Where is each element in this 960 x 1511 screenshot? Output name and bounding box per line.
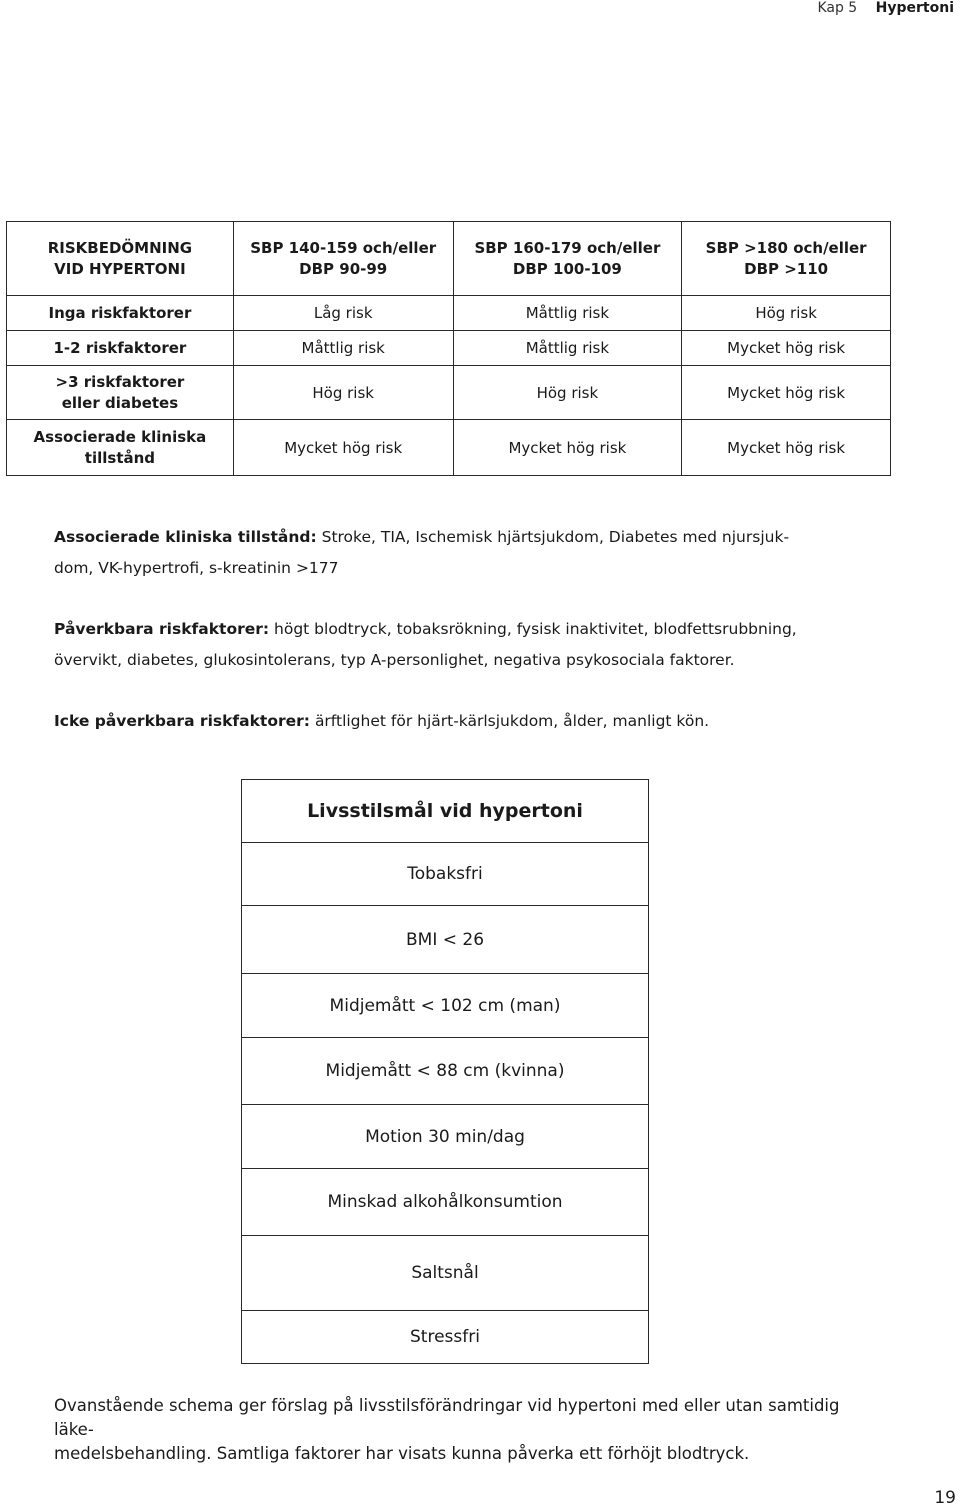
modifiable-factors-paragraph: Påverkbara riskfaktorer: högt blodtryck, tobaksrökning, fysisk inaktivitet, blodfettsrubbning, övervikt, diabetes, glukosintolerans, typ A-personlighet, negativa psykosociala faktorer. (54, 620, 797, 669)
risk-cell: Låg risk (233, 296, 453, 331)
row-label: >3 riskfaktorer eller diabetes (7, 366, 234, 420)
lifestyle-goals-table (241, 779, 649, 1364)
footer-note: Ovanstående schema ger förslag på livsstilsförändringar vid hypertoni med eller utan samtidig läke- medelsbehandling. Samtliga faktorer har visats kunna påverka ett förhöjt blodtryck. (54, 1396, 840, 1463)
goal-item: Motion 30 min/dag (242, 1105, 649, 1169)
risk-cell: Mycket hög risk (453, 420, 682, 476)
row-label: Inga riskfaktorer (7, 296, 234, 331)
table-row (7, 366, 891, 420)
paragraph-lead: Påverkbara riskfaktorer: (54, 620, 270, 638)
table-row (7, 296, 891, 331)
row-label: 1-2 riskfaktorer (7, 331, 234, 366)
row-label: Associerade kliniska tillstånd (7, 420, 234, 476)
goal-item: Minskad alkohålkonsumtion (242, 1169, 649, 1236)
associated-conditions-paragraph: Associerade kliniska tillstånd: Stroke, TIA, Ischemisk hjärtsjukdom, Diabetes med njursjuk- dom, VK-hypertrofi, s-kreatinin >177 (54, 528, 790, 577)
table-row (7, 420, 891, 476)
column-header: SBP 160-179 och/eller DBP 100-109 (453, 222, 682, 296)
chapter-label: Kap 5 (817, 0, 858, 16)
risk-cell: Hög risk (453, 366, 682, 420)
paragraph-lead: Icke påverkbara riskfaktorer: (54, 712, 310, 730)
goal-item: Saltsnål (242, 1236, 649, 1311)
page-number: 19 (934, 1488, 956, 1508)
goal-item: Midjemått < 102 cm (man) (242, 974, 649, 1038)
page-header (817, 0, 954, 16)
corner-header: RISKBEDÖMNING VID HYPERTONI (7, 222, 234, 296)
risk-cell: Hög risk (682, 296, 891, 331)
goals-title: Livsstilsmål vid hypertoni (242, 780, 649, 843)
column-header: SBP 140-159 och/eller DBP 90-99 (233, 222, 453, 296)
table-header-row (7, 222, 891, 296)
goal-item: Tobaksfri (242, 843, 649, 906)
risk-cell: Mycket hög risk (682, 420, 891, 476)
non-modifiable-factors-paragraph: Icke påverkbara riskfaktorer: ärftlighet för hjärt-kärlsjukdom, ålder, manligt kön. (54, 712, 710, 730)
risk-cell: Måttlig risk (453, 296, 682, 331)
table-row (7, 331, 891, 366)
column-header: SBP >180 och/eller DBP >110 (682, 222, 891, 296)
risk-cell: Mycket hög risk (682, 366, 891, 420)
topic-label: Hypertoni (875, 0, 954, 16)
goal-item: Midjemått < 88 cm (kvinna) (242, 1038, 649, 1105)
risk-cell: Måttlig risk (233, 331, 453, 366)
risk-cell: Hög risk (233, 366, 453, 420)
risk-cell: Måttlig risk (453, 331, 682, 366)
goal-item: Stressfri (242, 1311, 649, 1364)
risk-assessment-table (6, 221, 891, 476)
goal-item: BMI < 26 (242, 906, 649, 974)
risk-cell: Mycket hög risk (233, 420, 453, 476)
paragraph-lead: Associerade kliniska tillstånd: (54, 528, 317, 546)
risk-cell: Mycket hög risk (682, 331, 891, 366)
